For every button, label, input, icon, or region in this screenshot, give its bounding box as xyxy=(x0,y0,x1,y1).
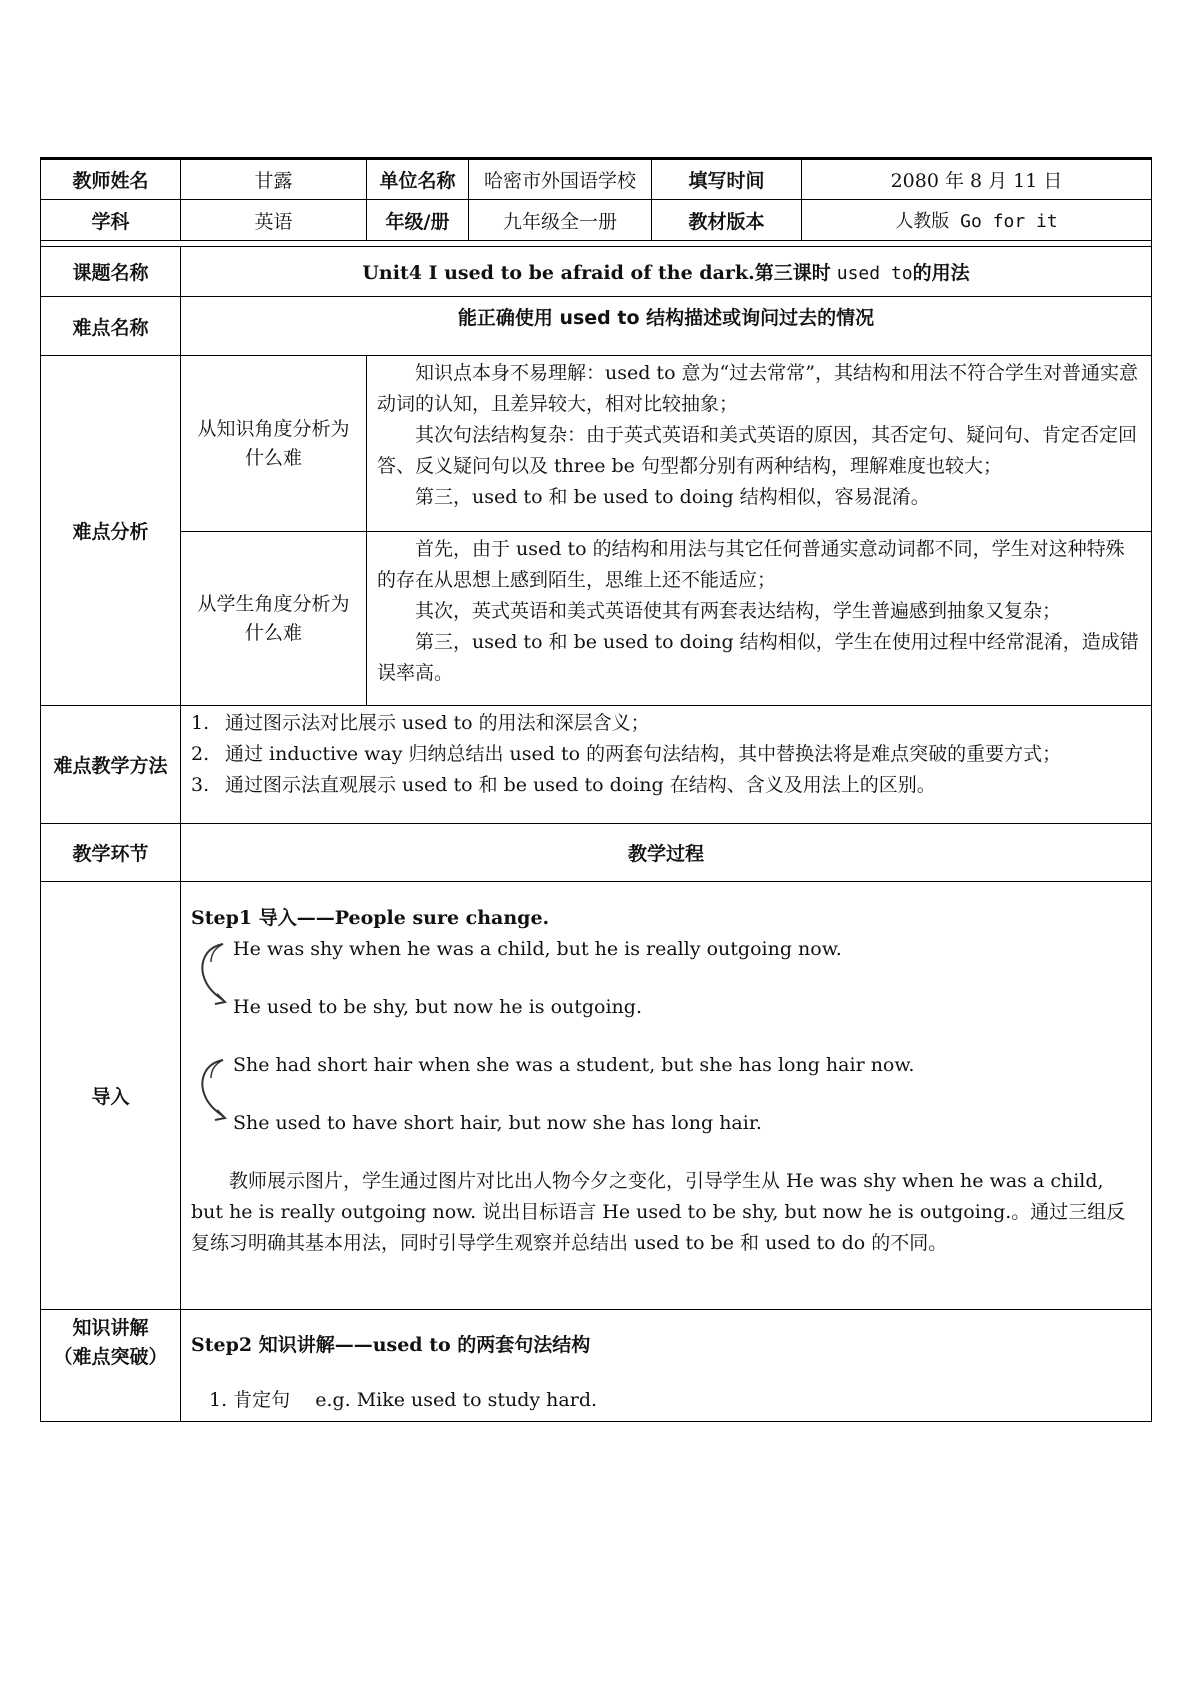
methods-item-text: 通过 inductive way 归纳总结出 used to 的两套句法结构，其中替换法将是难点突破的重要方式； xyxy=(225,743,1062,765)
example-pair-2 xyxy=(191,1050,1141,1138)
intro-label: 导入 xyxy=(41,882,181,1310)
topic-value-code: used to xyxy=(836,263,913,284)
intro-step-title: Step1 导入——People sure change. xyxy=(191,907,550,929)
methods-label: 难点教学方法 xyxy=(41,706,181,824)
topic-value-main: Unit4 I used to be afraid of the dark.第三课时 xyxy=(362,262,831,284)
knowledge-step-title: Step2 知识讲解——used to 的两套句法结构 xyxy=(191,1334,591,1356)
textbook-value xyxy=(802,200,1152,241)
textbook-label: 教材版本 xyxy=(652,200,802,241)
curved-arrow-icon xyxy=(197,940,233,1010)
student-paragraph-1: 首先，由于 used to 的结构和用法与其它任何普通实意动词都不同，学生对这种特殊的存在从思想上感到陌生，思维上还不能适应； xyxy=(377,538,1125,591)
knowledge-label xyxy=(41,1310,181,1422)
analysis-knowledge-row xyxy=(41,356,1152,532)
header-row-2 xyxy=(41,200,1152,241)
intro-content xyxy=(181,882,1152,1310)
example-2a: She had short hair when she was a student, but she has long hair now. xyxy=(233,1054,915,1076)
methods-item-num: 2. xyxy=(191,743,210,765)
methods-item-text: 通过图示法直观展示 used to 和 be used to doing 在结构、含义及用法上的区别。 xyxy=(225,774,936,796)
knowledge-angle-content xyxy=(367,356,1152,532)
knowledge-item-1: 1. 肯定句 e.g. Mike used to study hard. xyxy=(209,1389,598,1411)
student-angle-content xyxy=(367,532,1152,706)
date-label: 填写时间 xyxy=(652,159,802,200)
curved-arrow-icon xyxy=(197,1056,233,1126)
knowledge-label-line-2: （难点突破） xyxy=(53,1346,168,1368)
methods-content xyxy=(181,706,1152,824)
methods-item-num: 1. xyxy=(191,712,210,734)
grade-value: 九年级全一册 xyxy=(469,200,652,241)
analysis-student-row xyxy=(41,532,1152,706)
textbook-value-text: 人教版 Go for it xyxy=(895,211,1058,232)
methods-item-num: 3. xyxy=(191,774,210,796)
knowledge-paragraph-3: 第三，used to 和 be used to doing 结构相似，容易混淆。 xyxy=(415,486,930,508)
intro-paragraph: 教师展示图片，学生通过图片对比出人物今夕之变化，引导学生从 He was shy when he was a child, but he is really outgoing now. 说出目标语言 He used to be shy, but now he is outgoing.。通过三组反复练习明确其基本用法，同时引导学生观察并总结出 used to be 和 used to do 的不同。 xyxy=(191,1170,1126,1254)
methods-item xyxy=(191,770,1141,801)
unit-label: 单位名称 xyxy=(367,159,469,200)
knowledge-label-line-1: 知识讲解 xyxy=(72,1317,149,1339)
knowledge-row xyxy=(41,1310,1152,1422)
analysis-label: 难点分析 xyxy=(41,356,181,706)
process-phase-label: 教学环节 xyxy=(41,824,181,882)
lesson-plan-table xyxy=(40,157,1152,1422)
knowledge-paragraph-2: 其次句法结构复杂：由于英式英语和美式英语的原因，其否定句、疑问句、肯定否定回答、反义疑问句以及 three be 句型都分别有两种结构，理解难度也较大； xyxy=(377,424,1138,477)
topic-value-tail: 的用法 xyxy=(912,262,970,284)
lesson-plan-page xyxy=(40,157,1151,1422)
methods-list xyxy=(191,708,1141,801)
example-2b: She used to have short hair, but now she has long hair. xyxy=(233,1112,762,1134)
example-1b: He used to be shy, but now he is outgoing. xyxy=(233,996,642,1018)
difficulty-value: 能正确使用 used to 结构描述或询问过去的情况 xyxy=(181,297,1152,356)
methods-item xyxy=(191,708,1141,739)
methods-item xyxy=(191,739,1141,770)
difficulty-label: 难点名称 xyxy=(41,297,181,356)
date-value: 2080 年 8 月 11 日 xyxy=(802,159,1152,200)
example-1a: He was shy when he was a child, but he is really outgoing now. xyxy=(233,938,842,960)
subject-label: 学科 xyxy=(41,200,181,241)
knowledge-content xyxy=(181,1310,1152,1422)
topic-row xyxy=(41,247,1152,297)
header-row-1 xyxy=(41,159,1152,200)
student-paragraph-2: 其次，英式英语和美式英语使其有两套表达结构，学生普遍感到抽象又复杂； xyxy=(415,600,1062,622)
grade-label: 年级/册 xyxy=(367,200,469,241)
example-pair-1 xyxy=(191,934,1141,1022)
student-paragraph-3: 第三，used to 和 be used to doing 结构相似，学生在使用过程中经常混淆，造成错误率高。 xyxy=(377,631,1139,684)
intro-row xyxy=(41,882,1152,1310)
unit-value: 哈密市外国语学校 xyxy=(469,159,652,200)
methods-item-text: 通过图示法对比展示 used to 的用法和深层含义； xyxy=(225,712,650,734)
process-header-row xyxy=(41,824,1152,882)
teacher-label: 教师姓名 xyxy=(41,159,181,200)
methods-row xyxy=(41,706,1152,824)
difficulty-row xyxy=(41,297,1152,356)
teacher-value: 甘露 xyxy=(181,159,367,200)
knowledge-angle-label: 从知识角度分析为什么难 xyxy=(181,356,367,532)
topic-label: 课题名称 xyxy=(41,247,181,297)
process-content-label: 教学过程 xyxy=(181,824,1152,882)
student-angle-label: 从学生角度分析为什么难 xyxy=(181,532,367,706)
knowledge-paragraph-1: 知识点本身不易理解：used to 意为“过去常常”，其结构和用法不符合学生对普通实意动词的认知，且差异较大，相对比较抽象； xyxy=(377,362,1138,415)
subject-value: 英语 xyxy=(181,200,367,241)
topic-value xyxy=(181,247,1152,297)
